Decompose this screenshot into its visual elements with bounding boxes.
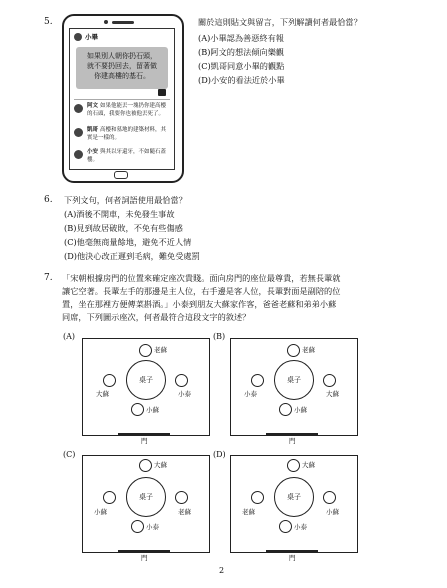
seat-right: [323, 491, 336, 504]
door-label: 門: [141, 437, 148, 445]
seat-top-label: 老蘇: [302, 346, 315, 354]
q7-number: 7.: [44, 273, 53, 283]
q5-option-c: (C)凱哥同意小畢的觀點: [198, 61, 285, 71]
seat-left: [103, 374, 116, 387]
seat-top-label: 大蘇: [302, 461, 315, 469]
seat-right-label: 大蘇: [326, 390, 339, 398]
seat-top: [139, 459, 152, 472]
comment-name: 阿文: [87, 103, 99, 109]
table: 桌子: [274, 477, 314, 517]
avatar: [74, 150, 83, 159]
seat-left-label: 小泰: [244, 390, 257, 398]
q7-line: 讓它空著。長輩左手的那邊是主人位，右手邊是客人位，長輩對面是副陪的位: [62, 286, 341, 296]
q7-line: 「宋朝根據房門的位置來確定座次貴賤。面向房門的座位最尊貴，若無長輩就: [62, 273, 341, 283]
comment-text: 如果他能丟一塊扔你建高樓的石頭，我要你也被他丟死了。: [87, 103, 167, 117]
comment-item: [74, 149, 172, 167]
q5-option-d: (D)小安的看法近於小畢: [198, 75, 285, 85]
seat-right-label: 小泰: [178, 390, 191, 398]
seat-right-label: 老蘇: [178, 508, 191, 516]
door-label: 門: [289, 554, 296, 562]
seat-top: [287, 459, 300, 472]
comment-text: 高樓和墓地的建築材料，其實是一樣的。: [87, 127, 167, 141]
seat-bottom: [279, 403, 292, 416]
seating-diagram-d: [230, 455, 358, 553]
post-author: 小畢: [85, 33, 98, 41]
seat-bottom: [131, 520, 144, 533]
post-header: [74, 32, 98, 41]
seat-right-label: 小蘇: [326, 508, 339, 516]
q5-number: 5.: [44, 17, 53, 27]
divider: [74, 99, 170, 100]
seat-left: [251, 491, 264, 504]
seat-bottom-label: 小蘇: [294, 406, 307, 414]
comment-name: 凱哥: [87, 127, 99, 133]
door-label: 門: [289, 437, 296, 445]
diagram-d-label: (D): [213, 450, 226, 459]
page-number: 2: [219, 566, 225, 575]
table: 桌子: [126, 477, 166, 517]
seating-diagram-a: [82, 338, 210, 436]
post-line: 你建高樓的基石。: [94, 72, 150, 80]
q6-option-c: (C)他毫無商量餘地，避免不近人情: [64, 237, 192, 247]
seat-bottom: [279, 520, 292, 533]
q6-stem: 下列文句，何者詞語使用最恰當？: [64, 195, 187, 205]
seating-diagram-c: [82, 455, 210, 553]
seat-top: [287, 344, 300, 357]
seat-bottom-label: 小蘇: [146, 406, 159, 414]
door-label: 門: [141, 554, 148, 562]
post-line: 如果別人朝你扔石頭，: [87, 52, 157, 60]
seat-left-label: 大蘇: [96, 390, 109, 398]
q7-line: 同席，下列圖示座次，何者最符合這段文字的敘述？: [62, 312, 251, 322]
q7-line: 置，坐在那裡方便傳菜斟酒。」小泰到朋友大蘇家作客，爸爸老蘇和弟弟小蘇: [62, 299, 337, 309]
q6-option-a: (A)酒後不開車，未免發生事故: [64, 209, 175, 219]
q6-option-b: (B)見到故居破敗，不免有些傷感: [64, 223, 183, 233]
phone-home-button: [114, 171, 128, 179]
avatar: [74, 104, 83, 113]
seat-left: [103, 491, 116, 504]
seat-top: [139, 344, 152, 357]
seat-right: [323, 374, 336, 387]
post-line: 就不要扔回去，留著做: [87, 62, 157, 70]
seat-bottom-label: 小泰: [294, 523, 307, 531]
seating-diagram-b: [230, 338, 358, 436]
thumbs-up-icon: [158, 89, 166, 96]
post-content: [76, 47, 168, 89]
seat-top-label: 老蘇: [154, 346, 167, 354]
q5-option-a: (A)小畢認為善惡終有報: [198, 33, 284, 43]
comment-name: 小安: [87, 149, 99, 155]
table: 桌子: [126, 360, 166, 400]
seat-left-label: 小蘇: [94, 508, 107, 516]
phone-camera: [104, 20, 108, 24]
q5-option-b: (B)阿文的想法傾向樂觀: [198, 47, 285, 57]
comment-item: [74, 127, 172, 145]
seat-bottom: [131, 403, 144, 416]
seat-left: [251, 374, 264, 387]
avatar: [74, 128, 83, 137]
q5-stem: 關於這則貼文與留言，下列解讀何者最恰當？: [198, 17, 362, 27]
diagram-a-label: (A): [63, 332, 76, 341]
comment-text: 與其以牙還牙，不如隨石蓋樓。: [87, 149, 167, 163]
diagram-b-label: (B): [213, 332, 226, 341]
avatar: [74, 33, 82, 41]
seat-top-label: 大蘇: [154, 461, 167, 469]
seat-right: [175, 491, 188, 504]
seat-right: [175, 374, 188, 387]
q6-number: 6.: [44, 195, 53, 205]
phone-screen: [69, 28, 175, 170]
phone-illustration: [62, 14, 184, 183]
table: 桌子: [274, 360, 314, 400]
phone-speaker: [112, 21, 134, 24]
q6-option-d: (D)他決心改正遲到毛病，難免受處罰: [64, 251, 200, 261]
diagram-c-label: (C): [63, 450, 76, 459]
seat-bottom-label: 小泰: [146, 523, 159, 531]
comment-item: [74, 103, 172, 125]
seat-left-label: 老蘇: [242, 508, 255, 516]
